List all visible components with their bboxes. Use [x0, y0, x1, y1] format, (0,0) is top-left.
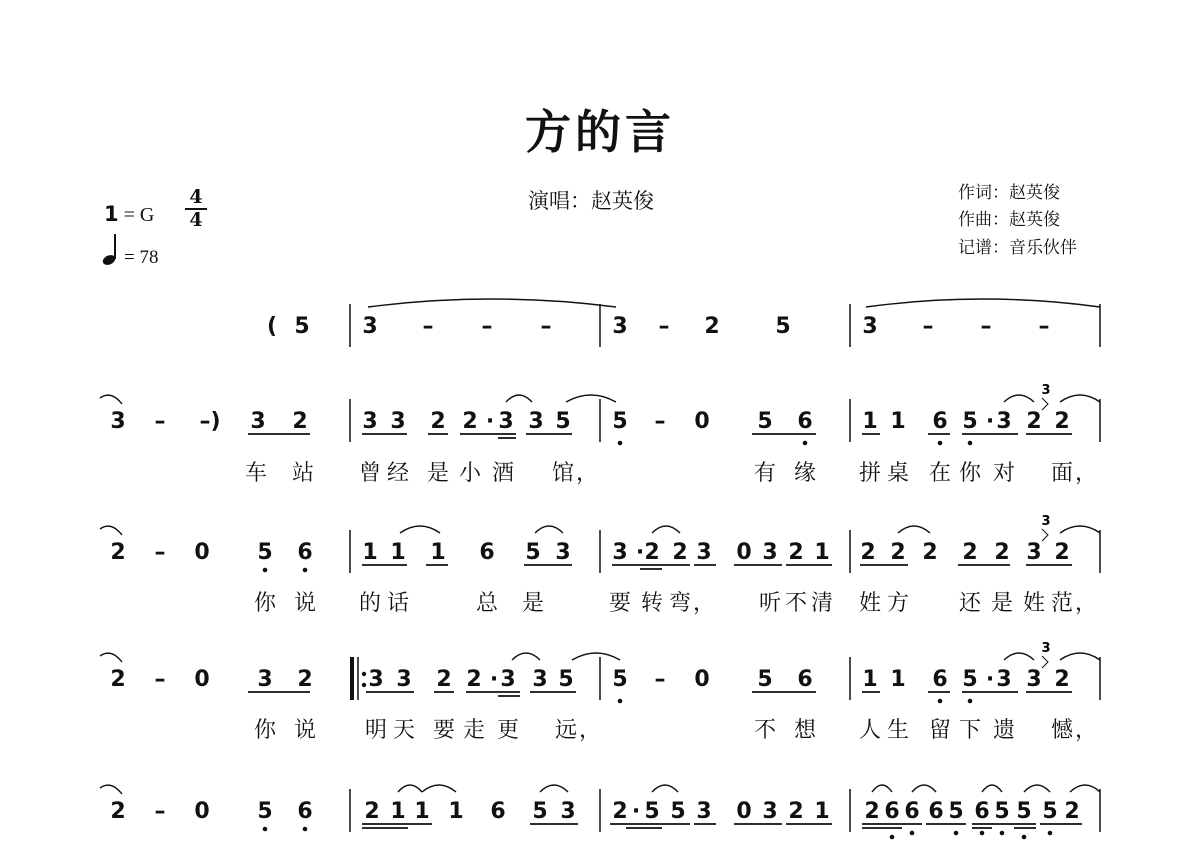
note: –	[1038, 314, 1050, 339]
lyric-char: 缘	[793, 461, 817, 486]
note: 3	[110, 409, 126, 434]
note: 2	[1026, 409, 1042, 434]
note: –	[654, 409, 666, 434]
lyric-char: 弯	[668, 591, 692, 616]
note: –	[481, 314, 493, 339]
lyric-char: 姓	[858, 591, 882, 616]
note: 5	[994, 799, 1010, 824]
note: 5	[757, 667, 773, 692]
note: 2	[962, 540, 978, 565]
lyric-char: 不	[753, 718, 777, 743]
note: 6	[490, 799, 506, 824]
lyric-char: 人	[858, 718, 882, 743]
octave-dot	[938, 699, 943, 704]
lyric-char: 总	[475, 591, 499, 616]
lyricist-credit: 作词：赵英俊	[958, 183, 1060, 203]
tuplet-number: 3	[1041, 514, 1051, 529]
lyric-char: 转	[640, 591, 664, 616]
slur	[982, 785, 1002, 792]
note: –	[658, 314, 670, 339]
lyric-char: 你	[958, 461, 982, 486]
note: 2	[1054, 409, 1070, 434]
note: 2	[788, 540, 804, 565]
slur	[566, 395, 616, 402]
slur	[506, 395, 532, 402]
note: 5	[962, 667, 978, 692]
note: 5	[257, 540, 273, 565]
lyric-char: 酒	[491, 461, 515, 486]
slur	[540, 785, 568, 792]
note: 2	[890, 540, 906, 565]
note: 2	[788, 799, 804, 824]
note: –	[922, 314, 934, 339]
slur	[1024, 785, 1050, 792]
slur	[866, 299, 1100, 307]
note: –	[654, 667, 666, 692]
note: 6	[932, 667, 948, 692]
key-tonic: 1	[104, 202, 119, 226]
note: 3	[560, 799, 576, 824]
note: 1	[862, 409, 878, 434]
lyric-char: 要	[608, 591, 632, 616]
tuplet-number: 3	[1041, 383, 1051, 398]
slur	[898, 526, 930, 533]
note: 5	[757, 409, 773, 434]
octave-dot	[303, 568, 308, 573]
note: 3	[250, 409, 266, 434]
note: 6	[797, 667, 813, 692]
lyric-char: 拼	[858, 461, 882, 486]
singer-credit: 演唱：赵英俊	[528, 189, 654, 213]
repeat-dot	[362, 672, 366, 676]
note: 3	[500, 667, 516, 692]
lyric-char: 面	[1050, 461, 1074, 486]
note: 5	[644, 799, 660, 824]
octave-dot	[910, 831, 915, 836]
slur	[512, 653, 540, 660]
note: 5	[962, 409, 978, 434]
note: 3	[257, 667, 273, 692]
lyric-char: 是	[521, 591, 545, 616]
lyric-char: 方	[886, 591, 910, 616]
slur	[912, 785, 936, 792]
note: 1	[448, 799, 464, 824]
tie-end	[100, 526, 122, 535]
note: –	[154, 409, 166, 434]
lyric-char: 范	[1050, 591, 1074, 616]
note: 3	[1026, 540, 1042, 565]
octave-dot	[968, 699, 973, 704]
slur	[872, 785, 892, 792]
note: 2	[364, 799, 380, 824]
note: 6	[297, 799, 313, 824]
note: 5	[555, 409, 571, 434]
note: 2	[436, 667, 452, 692]
lyric-char: 留	[928, 718, 952, 743]
lyric-char: 走	[462, 718, 486, 743]
note: 5	[532, 799, 548, 824]
note: 1	[814, 540, 830, 565]
octave-dot	[263, 568, 268, 573]
note: 3	[528, 409, 544, 434]
note: 6	[974, 799, 990, 824]
note: –	[980, 314, 992, 339]
lyric-char: 遗	[992, 718, 1016, 743]
slur	[1060, 526, 1100, 533]
octave-dot	[890, 835, 895, 840]
tuplet-mark	[1042, 398, 1048, 410]
lyric-char: 的	[358, 591, 382, 616]
lyric-char: 话	[386, 591, 410, 616]
octave-dot	[968, 441, 973, 446]
note: 3	[532, 667, 548, 692]
note: 2	[297, 667, 313, 692]
transcriber-credit: 记谱：音乐伙伴	[958, 238, 1077, 258]
note: –)	[199, 409, 221, 434]
lyric-char: 有	[753, 461, 777, 486]
note: 0	[694, 409, 710, 434]
lyric-char: ，	[578, 718, 602, 743]
lyric-char: 你	[253, 718, 277, 743]
tie-end	[100, 785, 122, 794]
lyric-char: 更	[496, 718, 520, 743]
note: 3	[368, 667, 384, 692]
slur	[535, 526, 563, 533]
octave-dot	[954, 831, 959, 836]
lyric-char: 天	[392, 718, 416, 743]
key-value: = G	[123, 204, 155, 226]
lyric-char: 小	[458, 461, 482, 486]
note: 5	[775, 314, 791, 339]
lyric-char: 还	[958, 591, 982, 616]
note: 5	[558, 667, 574, 692]
note: 2	[1054, 667, 1070, 692]
lyric-char: 生	[886, 718, 910, 743]
note: 3	[498, 409, 514, 434]
slur	[572, 653, 620, 660]
note: 3	[862, 314, 878, 339]
note: 2	[292, 409, 308, 434]
note: 0	[736, 799, 752, 824]
note: 6	[884, 799, 900, 824]
lyric-char: 车	[244, 461, 268, 486]
note: 6	[479, 540, 495, 565]
octave-dot	[618, 699, 623, 704]
lyric-char: 姓	[1022, 591, 1046, 616]
note: 3	[762, 799, 778, 824]
note: 0	[194, 799, 210, 824]
slur	[652, 526, 680, 533]
note: 1	[862, 667, 878, 692]
time-signature-bottom: 4	[189, 209, 203, 231]
lyric-char: 要	[432, 718, 456, 743]
tie-end	[100, 653, 122, 662]
note: ·	[985, 409, 995, 434]
slur	[400, 526, 440, 533]
slur	[1004, 395, 1034, 402]
octave-dot	[263, 827, 268, 832]
note: 1	[390, 540, 406, 565]
octave-dot	[1048, 831, 1053, 836]
note: 1	[890, 409, 906, 434]
note: –	[154, 667, 166, 692]
tuplet-mark	[1042, 656, 1048, 668]
lyric-char: 馆	[551, 461, 575, 486]
note: 6	[928, 799, 944, 824]
note: 3	[996, 667, 1012, 692]
note: 3	[612, 314, 628, 339]
tie-end	[100, 395, 122, 404]
note: 3	[696, 799, 712, 824]
note: –	[154, 540, 166, 565]
lyric-char: 清	[810, 591, 834, 616]
lyric-char: ，	[575, 461, 599, 486]
note: 0	[694, 667, 710, 692]
note: ·	[485, 409, 495, 434]
lyric-char: ，	[692, 591, 716, 616]
note: 0	[194, 540, 210, 565]
octave-dot	[1000, 831, 1005, 836]
lyric-char: 你	[253, 591, 277, 616]
note: 5	[257, 799, 273, 824]
lyric-char: 在	[928, 461, 952, 486]
note: –	[154, 799, 166, 824]
note: 5	[1042, 799, 1058, 824]
slur	[1060, 395, 1100, 402]
note: –	[540, 314, 552, 339]
octave-dot	[803, 441, 808, 446]
note: 5	[948, 799, 964, 824]
note: 2	[110, 667, 126, 692]
octave-dot	[618, 441, 623, 446]
note: 2	[1064, 799, 1080, 824]
lyric-char: 桌	[886, 461, 910, 486]
note: 3	[555, 540, 571, 565]
lyric-char: ，	[1074, 461, 1098, 486]
note: 1	[414, 799, 430, 824]
note: 2	[612, 799, 628, 824]
lyric-char: 听	[758, 591, 782, 616]
slur	[652, 785, 678, 792]
note: 2	[110, 799, 126, 824]
note: 3	[362, 314, 378, 339]
note: ·	[489, 667, 499, 692]
lyric-char: ，	[1074, 718, 1098, 743]
slur	[368, 299, 616, 307]
note: 2	[430, 409, 446, 434]
note: (	[266, 314, 278, 339]
note: 2	[994, 540, 1010, 565]
note: –	[422, 314, 434, 339]
note: 2	[672, 540, 688, 565]
note: 5	[612, 409, 628, 434]
note: 6	[297, 540, 313, 565]
slur	[1070, 785, 1100, 792]
lyric-char: 下	[958, 718, 982, 743]
note: 2	[860, 540, 876, 565]
octave-dot	[1022, 835, 1027, 840]
note: 2	[644, 540, 660, 565]
song-title: 方的言	[525, 105, 675, 159]
note: 1	[890, 667, 906, 692]
note: 3	[1026, 667, 1042, 692]
note: 2	[922, 540, 938, 565]
repeat-dot	[362, 683, 366, 687]
note: 5	[612, 667, 628, 692]
slur	[1060, 653, 1100, 660]
note: 5	[1016, 799, 1032, 824]
note: 3	[996, 409, 1012, 434]
lyric-char: 曾	[358, 461, 382, 486]
note: 3	[696, 540, 712, 565]
lyric-char: 想	[793, 718, 817, 743]
lyric-char: 明	[364, 718, 388, 743]
note: 0	[194, 667, 210, 692]
lyric-char: 是	[990, 591, 1014, 616]
lyric-char: 说	[293, 718, 317, 743]
note: 1	[362, 540, 378, 565]
note: 3	[612, 540, 628, 565]
note: 1	[430, 540, 446, 565]
lyric-char: 经	[386, 461, 410, 486]
note: 3	[396, 667, 412, 692]
slur	[422, 785, 456, 792]
tuplet-mark	[1042, 529, 1048, 541]
note: 2	[864, 799, 880, 824]
note: ·	[631, 799, 641, 824]
note: ·	[635, 540, 645, 565]
note: 2	[110, 540, 126, 565]
note: 3	[390, 409, 406, 434]
lyric-char: 对	[992, 461, 1016, 486]
note: 2	[462, 409, 478, 434]
note: 6	[797, 409, 813, 434]
note: 1	[814, 799, 830, 824]
note: 2	[1054, 540, 1070, 565]
note: ·	[985, 667, 995, 692]
lyric-char: 站	[291, 461, 315, 486]
octave-dot	[980, 831, 985, 836]
note: 3	[362, 409, 378, 434]
tuplet-number: 3	[1041, 641, 1051, 656]
note: 5	[294, 314, 310, 339]
note: 3	[762, 540, 778, 565]
lyric-char: 不	[784, 591, 808, 616]
lyric-char: ，	[1074, 591, 1098, 616]
octave-dot	[303, 827, 308, 832]
note: 6	[932, 409, 948, 434]
note: 0	[736, 540, 752, 565]
lyric-char: 是	[426, 461, 450, 486]
note: 6	[904, 799, 920, 824]
note: 2	[466, 667, 482, 692]
note: 2	[704, 314, 720, 339]
note: 5	[670, 799, 686, 824]
slur	[398, 785, 422, 792]
time-signature-top: 4	[189, 186, 203, 208]
tempo-marking: = 78	[124, 247, 159, 268]
octave-dot	[938, 441, 943, 446]
lyric-char: 远	[554, 718, 578, 743]
note: 5	[525, 540, 541, 565]
slur	[1004, 653, 1034, 660]
lyric-char: 说	[293, 591, 317, 616]
composer-credit: 作曲：赵英俊	[958, 210, 1060, 230]
lyric-char: 憾	[1050, 718, 1074, 743]
note: 1	[390, 799, 406, 824]
